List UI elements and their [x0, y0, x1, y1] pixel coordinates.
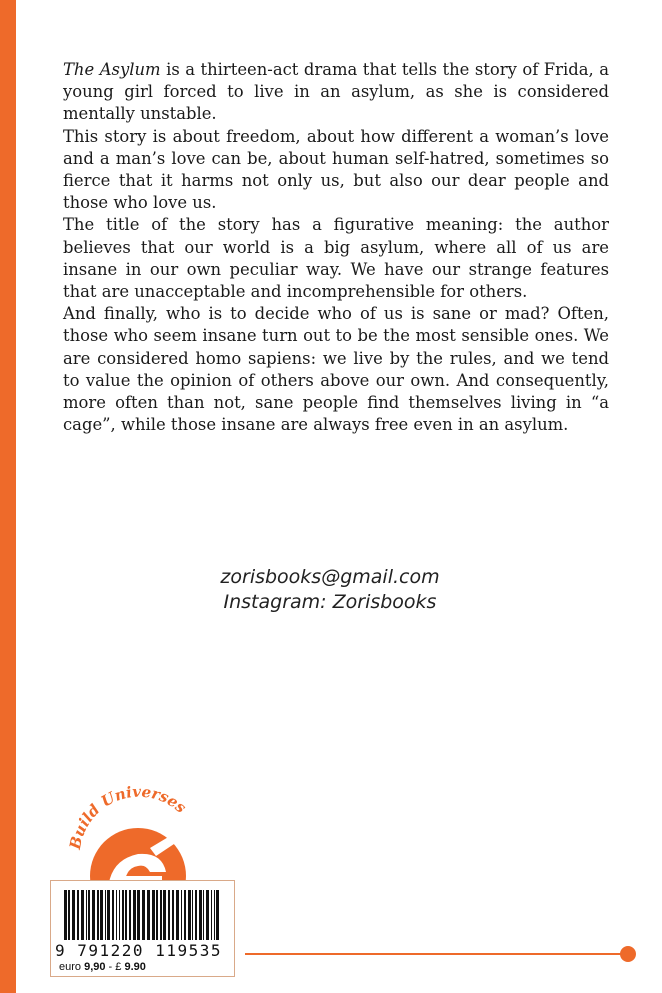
barcode-bar [152, 890, 155, 940]
barcode-bar [192, 890, 193, 940]
barcode-bar [100, 890, 103, 940]
price-prefix: euro [59, 961, 85, 973]
barcode-bar [216, 890, 219, 940]
barcode-bar [199, 890, 202, 940]
instagram-handle: Instagram: Zorisbooks [223, 591, 437, 613]
barcode-bar [172, 890, 174, 940]
barcode-bar [107, 890, 110, 940]
book-title: The Asylum [63, 60, 161, 79]
barcode-bar [203, 890, 204, 940]
price-euro: 9,90 [84, 961, 106, 973]
barcode-bar [184, 890, 186, 940]
blurb-paragraph-1-text: is a thirteen-act drama that tells the story of Frida, a young girl forced to live in an asylum, as she is considered mentally unstable. [63, 60, 610, 124]
barcode-bar [168, 890, 170, 940]
barcode-panel [50, 880, 235, 977]
barcode-bar [133, 890, 136, 940]
barcode-bar [68, 890, 70, 940]
barcode-bar [156, 890, 158, 940]
publisher-logo-text: Build Universes [65, 782, 190, 851]
spine-stripe [0, 0, 16, 993]
barcode-bar [122, 890, 124, 940]
barcode-bar [77, 890, 79, 940]
barcode-bar [176, 890, 179, 940]
publisher-logo-graphic [50, 780, 210, 890]
isbn-barcode [64, 890, 224, 942]
barcode-bar [92, 890, 95, 940]
barcode-bar [105, 890, 106, 940]
price-gbp: 9.90 [124, 961, 146, 973]
blurb-paragraph-2: This story is about freedom, about how different a woman’s love and a man’s love can be, about human self-hatred, sometimes so fierce that it harms not only us, but also our dear people and those who love us. [63, 126, 609, 213]
contact-info [0, 565, 662, 615]
barcode-bar [160, 890, 162, 940]
barcode-bar [142, 890, 145, 940]
barcode-bar [86, 890, 87, 940]
barcode-bar [206, 890, 209, 940]
price-separator: - £ [105, 961, 125, 973]
barcode-bar [119, 890, 120, 940]
barcode-bar [116, 890, 117, 940]
blurb-paragraph-1 [63, 59, 609, 126]
email-address: zorisbooks@gmail.com [220, 566, 440, 588]
barcode-bar [211, 890, 212, 940]
barcode-bar [125, 890, 127, 940]
isbn-number: 9 791220 119535 [55, 941, 222, 960]
barcode-bar [181, 890, 182, 940]
decorative-line [245, 953, 623, 955]
barcode-bar [147, 890, 150, 940]
barcode-bar [64, 890, 67, 940]
publisher-logo [50, 780, 210, 890]
barcode-bar [137, 890, 140, 940]
blurb-paragraph-3: The title of the story has a figurative meaning: the author believes that our world is a big asylum, where all of us are insane in our own peculiar way. We have our strange features that are unacceptable and incomprehensible for others. [63, 215, 609, 302]
barcode-bar [81, 890, 84, 940]
barcode-bar [72, 890, 75, 940]
barcode-bar [97, 890, 99, 940]
back-cover-blurb [63, 59, 609, 436]
barcode-bar [188, 890, 191, 940]
blurb-paragraph-4: And finally, who is to decide who of us is sane or mad? Often, those who seem insane turn out to be the most sensible ones. We are considered homo sapiens: we live by the rules, and we tend to value the opinion of others above our own. And consequently, more often than not, sane people find themselves living in “a cage”, while those insane are always free even in an asylum. [63, 304, 609, 435]
price-label [59, 961, 146, 973]
barcode-bar [163, 890, 166, 940]
barcode-bar [195, 890, 197, 940]
barcode-bar [112, 890, 114, 940]
decorative-dot [620, 946, 636, 962]
barcode-bar [88, 890, 90, 940]
barcode-bar [214, 890, 215, 940]
barcode-bar [129, 890, 131, 940]
